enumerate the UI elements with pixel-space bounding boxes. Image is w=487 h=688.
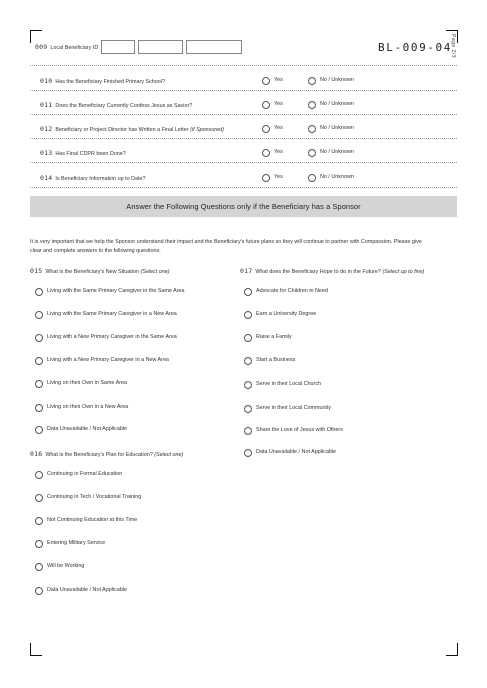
radio-label-yes: Yes xyxy=(274,149,283,155)
radio-016-option-2[interactable] xyxy=(35,494,43,502)
radio-017-option-4[interactable] xyxy=(244,357,252,365)
option-label: Living with the Same Primary Caregiver in a New Area xyxy=(47,311,177,317)
question-013 xyxy=(40,149,126,157)
question-010 xyxy=(40,77,165,85)
radio-016-option-6[interactable] xyxy=(35,587,43,595)
crop-mark-bottom-right xyxy=(446,643,458,656)
option-label: Living with the Same Primary Caregiver in the Same Area xyxy=(47,288,185,294)
question-note: (Select one) xyxy=(154,452,184,458)
divider xyxy=(30,187,457,188)
local-id-label: Local Beneficiary ID xyxy=(50,45,99,51)
radio-label-yes: Yes xyxy=(274,125,283,131)
question-number: 016 xyxy=(30,450,43,458)
option-label: Start a Business xyxy=(256,357,296,363)
option-label: Entering Military Service xyxy=(47,540,106,546)
option-label: Living on their Own in a New Area xyxy=(47,404,129,410)
radio-010-yes[interactable] xyxy=(262,77,270,85)
question-number: 011 xyxy=(40,101,53,109)
radio-012-no[interactable] xyxy=(308,125,316,133)
divider xyxy=(30,90,457,91)
local-id-field-1[interactable] xyxy=(101,40,135,54)
radio-015-option-6[interactable] xyxy=(35,404,43,412)
radio-label-no: No / Unknown xyxy=(320,149,354,155)
radio-label-no: No / Unknown xyxy=(320,77,354,83)
radio-013-no[interactable] xyxy=(308,149,316,157)
intro-paragraph: It is very important that we help the Sponsor understand their impact and the Beneficiary's future plans so they will continue to partner with Compassion. Please give clear and complete answers to the following questions: xyxy=(30,239,422,254)
question-014 xyxy=(40,174,146,182)
crop-mark-top-left xyxy=(30,30,42,43)
radio-label-yes: Yes xyxy=(274,174,283,180)
radio-label-yes: Yes xyxy=(274,101,283,107)
option-label: Data Unavailable / Not Applicable xyxy=(47,426,128,432)
option-label: Advocate for Children in Need xyxy=(256,288,328,294)
divider xyxy=(30,162,457,163)
question-text: What is the Beneficiary's Plan for Education? xyxy=(45,452,153,458)
question-015 xyxy=(30,267,170,275)
radio-016-option-3[interactable] xyxy=(35,517,43,525)
question-note: (Select up to five) xyxy=(382,269,425,275)
question-text: Beneficiary or Project Director has Written a Final Letter xyxy=(55,127,189,133)
radio-label-no: No / Unknown xyxy=(320,174,354,180)
question-number: 012 xyxy=(40,125,53,133)
radio-011-yes[interactable] xyxy=(262,101,270,109)
radio-015-option-4[interactable] xyxy=(35,357,43,365)
option-label: Share the Love of Jesus with Others xyxy=(256,427,343,433)
radio-017-option-6[interactable] xyxy=(244,405,252,413)
option-label: Living with a New Primary Caregiver in a New Area xyxy=(47,357,169,363)
radio-011-no[interactable] xyxy=(308,101,316,109)
local-id-field-3[interactable] xyxy=(186,40,242,54)
question-text: Has the Beneficiary Finished Primary School? xyxy=(55,79,166,85)
radio-013-yes[interactable] xyxy=(262,149,270,157)
question-text: Is Beneficiary Information up to Date? xyxy=(55,176,146,182)
divider xyxy=(30,114,457,115)
radio-015-option-2[interactable] xyxy=(35,311,43,319)
radio-016-option-5[interactable] xyxy=(35,563,43,571)
option-label: Earn a University Degree xyxy=(256,311,317,317)
option-label: Not Continuing Education at this Time xyxy=(47,517,138,523)
divider xyxy=(30,65,457,66)
question-012 xyxy=(40,125,224,133)
radio-017-option-1[interactable] xyxy=(244,288,252,296)
option-label: Data Unavailable / Not Applicable xyxy=(256,449,337,455)
form-code: BL-009-04 xyxy=(378,41,453,54)
option-label: Will be Working xyxy=(47,563,85,569)
question-text: Does the Beneficiary Currently Confess Jesus as Savior? xyxy=(55,103,193,109)
question-017 xyxy=(240,267,424,275)
radio-014-yes[interactable] xyxy=(262,174,270,182)
radio-label-no: No / Unknown xyxy=(320,101,354,107)
option-label: Raise a Family xyxy=(256,334,292,340)
radio-015-option-5[interactable] xyxy=(35,380,43,388)
question-016 xyxy=(30,450,183,458)
question-text: What is the Beneficiary's New Situation xyxy=(45,269,139,275)
option-label: Serve in their Local Community xyxy=(256,405,331,411)
question-number: 015 xyxy=(30,267,43,275)
sponsor-section-banner: Answer the Following Questions only if the Beneficiary has a Sponsor xyxy=(30,196,457,217)
option-label: Living on their Own in Same Area xyxy=(47,380,128,386)
question-text: What does the Beneficiary Hope to do in the Future? xyxy=(255,269,381,275)
crop-mark-bottom-left xyxy=(30,643,42,656)
radio-017-option-5[interactable] xyxy=(244,381,252,389)
question-note: (Select one) xyxy=(140,269,170,275)
radio-017-option-3[interactable] xyxy=(244,334,252,342)
radio-015-option-3[interactable] xyxy=(35,334,43,342)
radio-012-yes[interactable] xyxy=(262,125,270,133)
page-label: Page 2/3 xyxy=(450,34,456,59)
radio-017-option-8[interactable] xyxy=(244,449,252,457)
radio-label-yes: Yes xyxy=(274,77,283,83)
local-id-field-2[interactable] xyxy=(138,40,183,54)
radio-017-option-7[interactable] xyxy=(244,427,252,435)
option-label: Serve in their Local Church xyxy=(256,381,322,387)
option-label: Continuing in Tech / Vocational Training xyxy=(47,494,142,500)
question-number: 014 xyxy=(40,174,53,182)
radio-017-option-2[interactable] xyxy=(244,311,252,319)
question-number: 009 xyxy=(35,43,48,51)
option-label: Data Unavailable / Not Applicable xyxy=(47,587,128,593)
question-note: (if Sponsored) xyxy=(190,127,224,133)
radio-label-no: No / Unknown xyxy=(320,125,354,131)
option-label: Living with a New Primary Caregiver in the Same Area xyxy=(47,334,177,340)
radio-016-option-4[interactable] xyxy=(35,540,43,548)
option-label: Continuing in Formal Education xyxy=(47,471,123,477)
local-id-label-row xyxy=(35,43,98,51)
question-number: 013 xyxy=(40,149,53,157)
question-011 xyxy=(40,101,192,109)
question-number: 010 xyxy=(40,77,53,85)
radio-015-option-7[interactable] xyxy=(35,426,43,434)
divider xyxy=(30,138,457,139)
question-number: 017 xyxy=(240,267,253,275)
radio-016-option-1[interactable] xyxy=(35,471,43,479)
radio-010-no[interactable] xyxy=(308,77,316,85)
radio-014-no[interactable] xyxy=(308,174,316,182)
question-text: Has Final CDPR been Done? xyxy=(55,151,126,157)
radio-015-option-1[interactable] xyxy=(35,288,43,296)
